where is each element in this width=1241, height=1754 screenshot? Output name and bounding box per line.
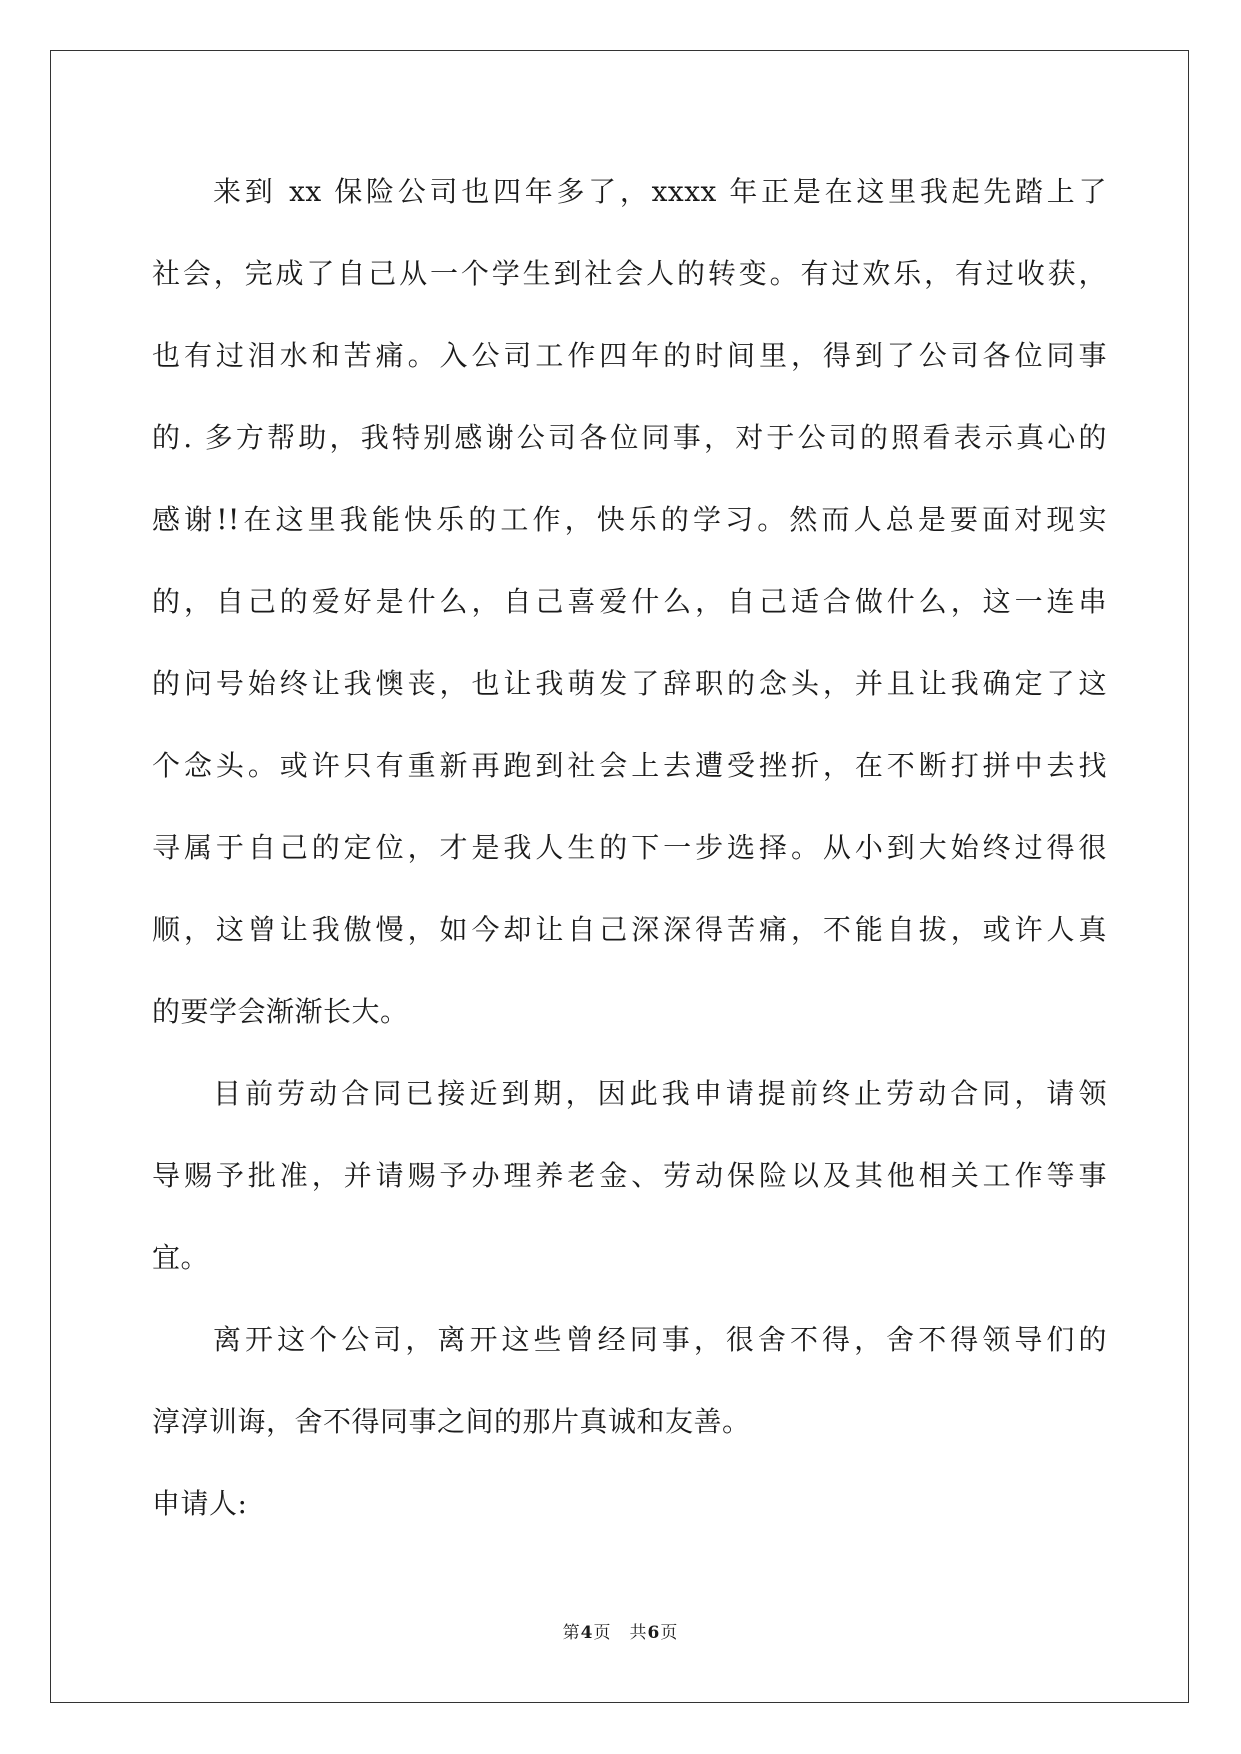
text-line: 宜。 xyxy=(152,1241,210,1274)
page-suffix: 页 xyxy=(660,1623,679,1643)
text-line: 顺，这曾让我傲慢，如今却让自己深深得苦痛，不能自拔，或许人真 xyxy=(152,913,1107,946)
text-line: 个念头。或许只有重新再跑到社会上去遭受挫折，在不断打拼中去找 xyxy=(152,749,1107,782)
paragraph xyxy=(152,1053,1107,1299)
text-line: 目前劳动合同已接近到期，因此我申请提前终止劳动合同，请领 xyxy=(213,1077,1107,1110)
total-page-number: 6 xyxy=(647,1623,661,1643)
signature-block xyxy=(152,1463,1107,1545)
text-line: 淳淳训诲，舍不得同事之间的那片真诚和友善。 xyxy=(152,1405,751,1438)
text-line: 来到 xx 保险公司也四年多了，xxxx 年正是在这里我起先踏上了 xyxy=(213,175,1107,208)
current-page-number: 4 xyxy=(580,1623,594,1643)
text-line: 社会，完成了自己从一个学生到社会人的转变。有过欢乐，有过收获， xyxy=(152,257,1107,290)
text-line: 的问号始终让我懊丧，也让我萌发了辞职的念头，并且让我确定了这 xyxy=(152,667,1107,700)
page-mid-text: 页 共 xyxy=(593,1623,648,1643)
applicant-label: 申请人: xyxy=(152,1487,248,1520)
text-line: 的，自己的爱好是什么，自己喜爱什么，自己适合做什么，这一连串 xyxy=(152,585,1107,618)
paragraph xyxy=(152,151,1107,1053)
text-line: 感谢!!在这里我能快乐的工作，快乐的学习。然而人总是要面对现实 xyxy=(152,503,1107,536)
text-line: 导赐予批准，并请赐予办理养老金、劳动保险以及其他相关工作等事 xyxy=(152,1159,1107,1192)
text-line: 寻属于自己的定位，才是我人生的下一步选择。从小到大始终过得很 xyxy=(152,831,1107,864)
text-line: 的. 多方帮助，我特别感谢公司各位同事，对于公司的照看表示真心的 xyxy=(152,421,1107,454)
letter-body xyxy=(152,151,1107,1545)
page-number-footer xyxy=(0,1618,1241,1643)
text-line: 的要学会渐渐长大。 xyxy=(152,995,409,1028)
paragraph xyxy=(152,1299,1107,1463)
text-line: 离开这个公司，离开这些曾经同事，很舍不得，舍不得领导们的 xyxy=(213,1323,1107,1356)
page-prefix: 第 xyxy=(562,1623,581,1643)
text-line: 也有过泪水和苦痛。入公司工作四年的时间里，得到了公司各位同事 xyxy=(152,339,1107,372)
